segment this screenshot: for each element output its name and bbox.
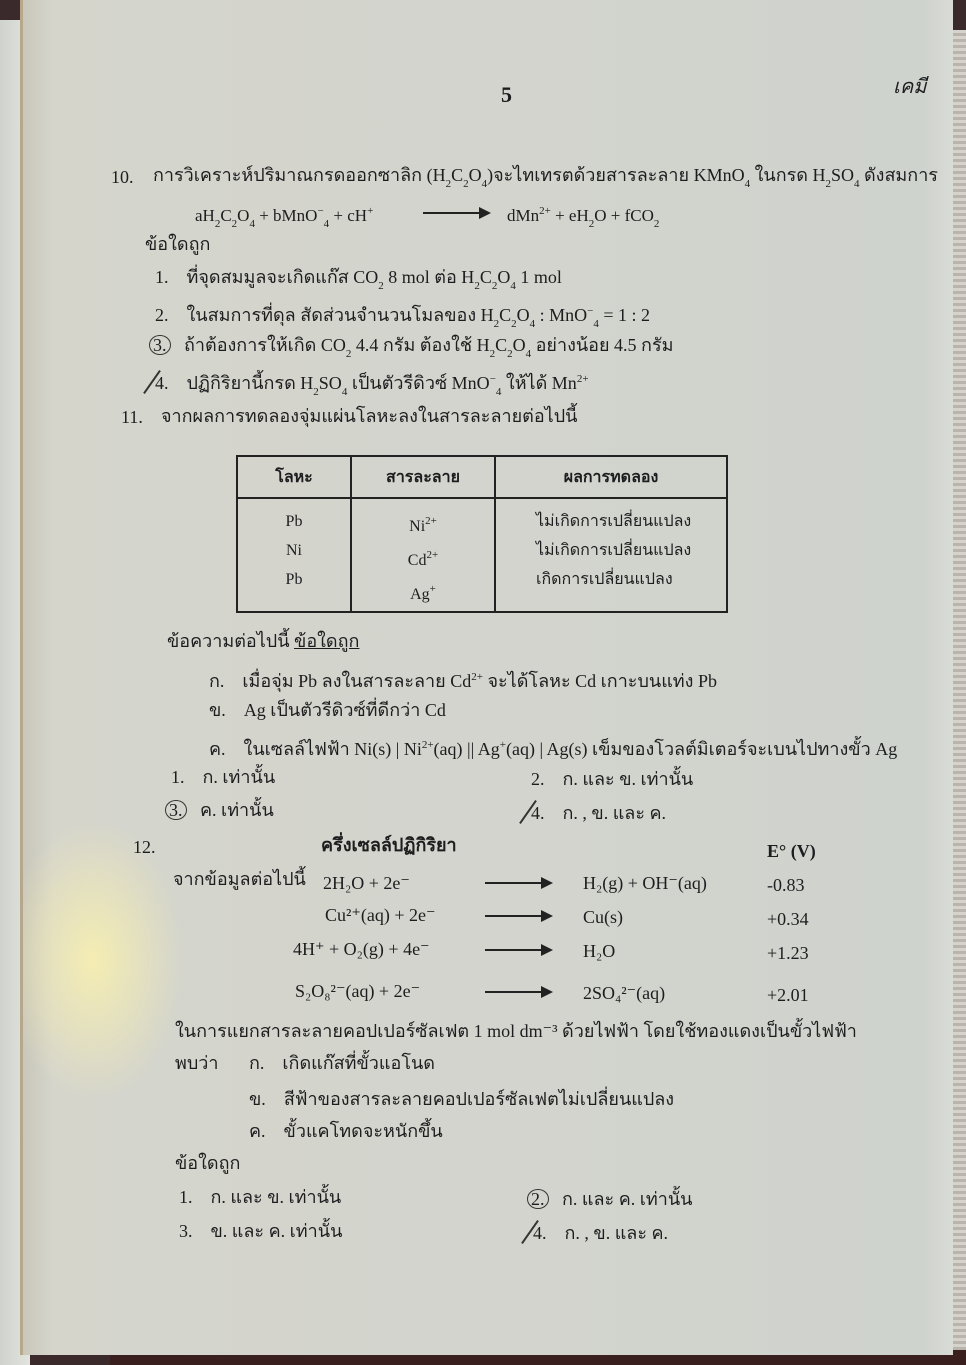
reaction-1-e: -0.83 xyxy=(767,875,805,895)
reaction-arrow xyxy=(485,882,551,884)
reaction-arrow xyxy=(423,212,489,214)
col-header-solution: สารละลาย xyxy=(351,456,495,498)
q12-prompt: ข้อใดถูก xyxy=(175,1153,241,1173)
reaction-2-rhs: Cu(s) xyxy=(583,907,623,927)
q12-column-header: ครึ่งเซลล์ปฏิกิริยา xyxy=(321,835,457,855)
reaction-arrow xyxy=(485,915,551,917)
q11-stem: จากผลการทดลองจุ่มแผ่นโลหะลงในสารละลายต่อไปนี้ xyxy=(161,406,578,426)
q11-statement-c: ค. ในเซลล์ไฟฟ้า Ni(s) | $Ni^{2+}(aq)$ || Ag+(aq) | Ag(s) เข็มของโวลต์มิเตอร์จะเบนไปทางขั้ว Ag xyxy=(209,739,898,759)
slash-mark: 4. xyxy=(533,1223,547,1243)
reaction-arrow xyxy=(485,949,551,951)
answer-circle-mark: 3. xyxy=(165,800,187,820)
q12-choice-4[interactable]: 4. ก. , ข. และ ค. xyxy=(533,1223,669,1243)
q12-choice-2[interactable]: 2. ก. และ ค. เท่านั้น xyxy=(527,1188,692,1210)
q11-statement-b: ข. Ag เป็นตัวรีดิวซ์ที่ดีกว่า Cd xyxy=(209,700,446,720)
page-number: 5 xyxy=(501,82,512,107)
q11-choice-3[interactable]: 3. ค. เท่านั้น xyxy=(165,799,274,821)
exam-page xyxy=(20,0,953,1355)
reaction-4-lhs: S₂O₈²⁻(aq) + 2e⁻ xyxy=(295,981,421,1001)
q10-option-4[interactable]: 4. ปฏิกิริยานี้กรด $H_2SO_4$ เป็นตัวรีดิวซ์ MnO−$_4$ ให้ได้ $Mn^{2+}$ xyxy=(155,373,589,398)
q12-number: 12. xyxy=(133,837,156,857)
reaction-arrow xyxy=(485,991,551,993)
slash-mark: 4. xyxy=(531,803,545,823)
q12-statement-a: ก. เกิดแก๊สที่ขั้วแอโนด xyxy=(249,1053,435,1073)
q10-option-2[interactable]: 2. ในสมการที่ดุล สัดส่วนจำนวนโมลของ $H_2C_2O_4$ : MnO−$_4$ = 1 : 2 xyxy=(155,305,651,330)
reaction-2-e: +0.34 xyxy=(767,909,809,929)
col-header-result: ผลการทดลอง xyxy=(495,456,727,498)
q11-choice-4[interactable]: 4. ก. , ข. และ ค. xyxy=(531,803,667,823)
solution-column: $Ni^{2+}$ $Cd^{2+}$ Ag+ xyxy=(351,498,495,612)
q11-prompt: ข้อความต่อไปนี้ ข้อใดถูก xyxy=(167,631,360,651)
q12-context: ในการแยกสารละลายคอปเปอร์ซัลเฟต 1 mol dm⁻³ ด้วยไฟฟ้า โดยใช้ทองแดงเป็นขั้วไฟฟ้า xyxy=(175,1021,857,1041)
col-header-metal: โลหะ xyxy=(237,456,351,498)
reaction-1-lhs: 2H₂O + 2e⁻ xyxy=(323,873,410,893)
q12-e-header: E° (V) xyxy=(767,841,816,861)
q10-number: 10. xyxy=(111,167,134,187)
q11-choice-2[interactable]: 2. ก. และ ข. เท่านั้น xyxy=(531,769,694,789)
subject-label: เคมี xyxy=(893,76,927,98)
reaction-3-lhs: 4H⁺ + O₂(g) + 4e⁻ xyxy=(293,939,430,959)
q12-statement-b: ข. สีฟ้าของสารละลายคอปเปอร์ซัลเฟตไม่เปลี่ยนแปลง xyxy=(249,1089,675,1109)
q11-choice-1[interactable]: 1. ก. เท่านั้น xyxy=(171,767,276,787)
q10-option-3[interactable]: 3. ถ้าต้องการให้เกิด $CO_2$ 4.4 กรัม ต้องใช้ $H_2C_2O_4$ อย่างน้อย 4.5 กรัม xyxy=(149,334,673,365)
q11-number: 11. xyxy=(121,407,143,427)
metal-column: Pb Ni Pb xyxy=(237,498,351,612)
q10-stem: การวิเคราะห์ปริมาณกรดออกซาลิก $(H_2C_2O_4)$จะไทเทรตด้วยสารละลาย KMnO$_4$ ในกรด $H_2SO_4$ ดังสมการ xyxy=(153,165,938,190)
q10-equation-lhs: $aH_2C_2O_4$ + bMnO−$_4$ + cH+ xyxy=(195,205,374,230)
q11-statement-a: ก. เมื่อจุ่ม Pb ลงในสารละลาย $Cd^{2+}$ จะได้โลหะ Cd เกาะบนแท่ง Pb xyxy=(209,671,717,691)
q12-choice-1[interactable]: 1. ก. และ ข. เท่านั้น xyxy=(179,1187,342,1207)
experiment-results-table xyxy=(236,455,728,613)
q12-choice-3[interactable]: 3. ข. และ ค. เท่านั้น xyxy=(179,1221,343,1241)
q10-option-1[interactable]: 1. ที่จุดสมมูลจะเกิดแก๊ส $CO_2$ 8 mol ต่อ $H_2C_2O_4$ 1 mol xyxy=(155,267,562,292)
q12-intro: จากข้อมูลต่อไปนี้ xyxy=(173,869,306,889)
reaction-4-rhs: 2SO₄²⁻(aq) xyxy=(583,983,666,1003)
reaction-3-rhs: H₂O xyxy=(583,941,616,961)
answer-circle-mark: 3. xyxy=(149,335,171,355)
reaction-2-lhs: Cu²⁺(aq) + 2e⁻ xyxy=(325,905,436,925)
q10-equation-rhs: $dMn^{2+} + eH_2O + fCO_2$ xyxy=(507,205,660,230)
answer-circle-mark: 2. xyxy=(527,1189,549,1209)
result-column: ไม่เกิดการเปลี่ยนแปลง ไม่เกิดการเปลี่ยนแปลง เกิดการเปลี่ยนแปลง xyxy=(495,498,727,612)
slash-mark: 4. xyxy=(155,373,169,393)
q12-statement-c: ค. ขั้วแคโทดจะหนักขึ้น xyxy=(249,1121,443,1141)
reaction-1-rhs: H₂(g) + OH⁻(aq) xyxy=(583,873,707,893)
reaction-3-e: +1.23 xyxy=(767,943,809,963)
q10-prompt: ข้อใดถูก xyxy=(145,234,211,254)
q12-found-label: พบว่า xyxy=(175,1053,219,1073)
reaction-4-e: +2.01 xyxy=(767,985,809,1005)
